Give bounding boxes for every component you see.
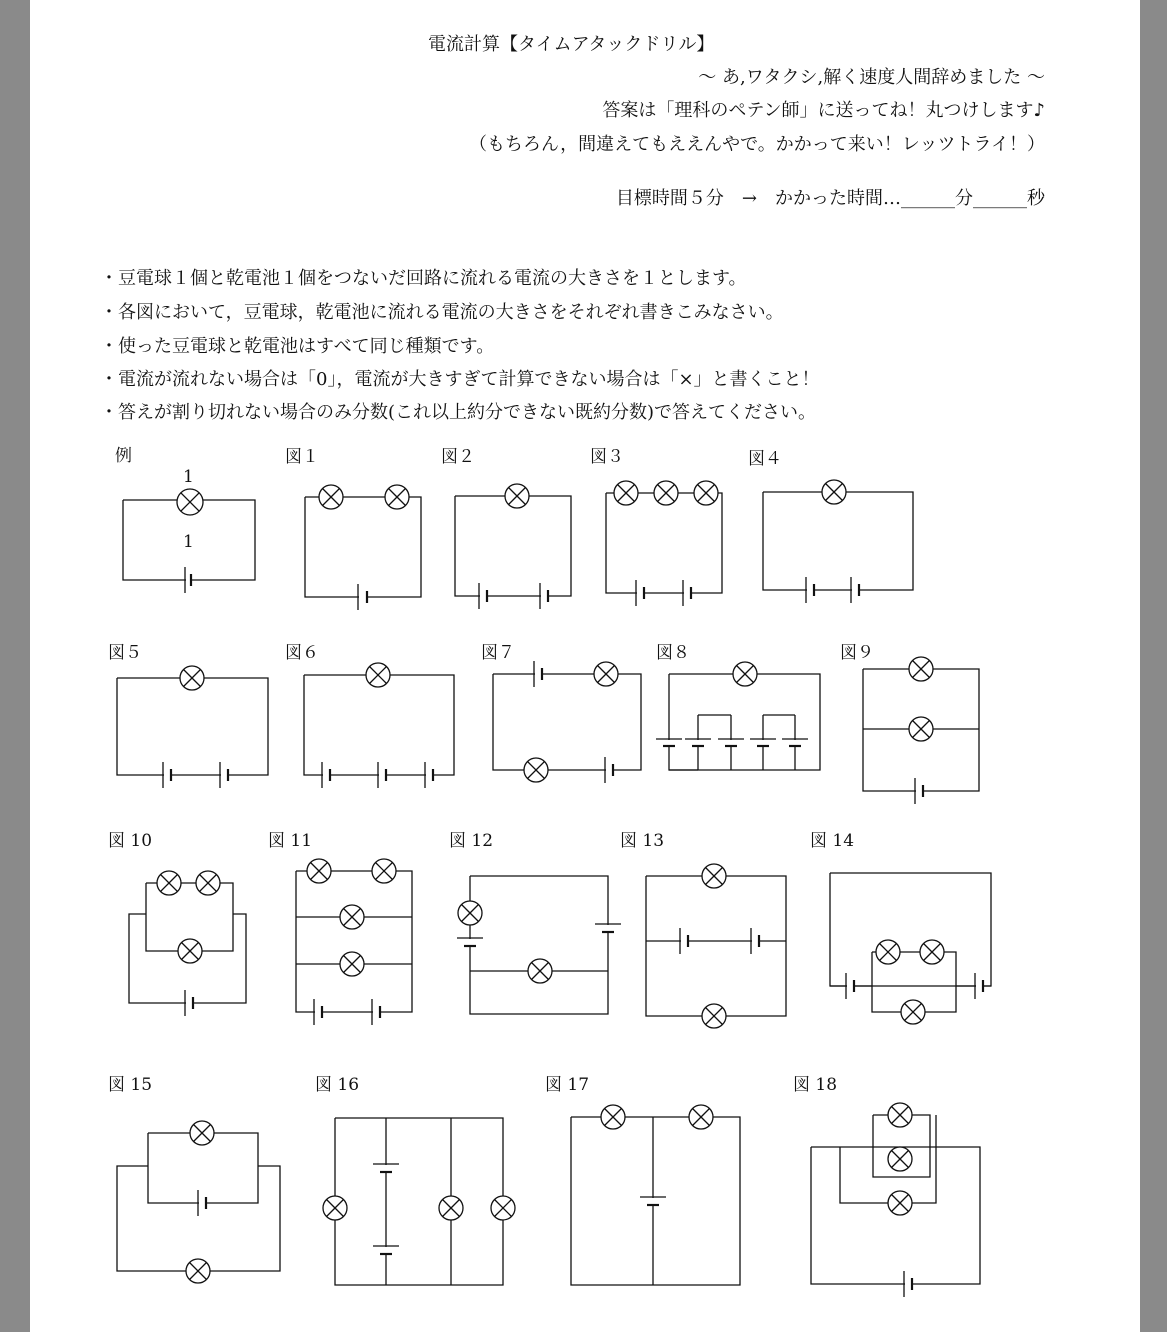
circuit-figure-6 — [304, 663, 454, 788]
bulb-symbol — [702, 864, 726, 888]
bulb-symbol — [888, 1147, 912, 1171]
bulb-symbol — [505, 484, 529, 508]
wire — [117, 678, 268, 775]
battery-symbol — [185, 990, 193, 1016]
wire — [117, 1166, 280, 1271]
bulb-symbol — [491, 1196, 515, 1220]
battery-symbol — [683, 580, 691, 606]
circuit-figure-18 — [811, 1103, 980, 1297]
wire — [493, 674, 641, 770]
circuit-figure-9 — [863, 657, 979, 804]
battery-symbol — [680, 928, 688, 954]
wire — [669, 674, 820, 770]
bulb-symbol — [319, 485, 343, 509]
submission-note: 答案は「理科のペテン師」に送ってね！丸つけします♪ — [602, 100, 1045, 121]
worksheet-page — [30, 0, 1140, 1332]
wire — [470, 876, 608, 1014]
battery-symbol — [975, 973, 983, 999]
figure-label-3: 図３ — [590, 447, 624, 467]
bulb-symbol — [196, 871, 220, 895]
bulb-symbol — [733, 662, 757, 686]
bulb-symbol — [524, 758, 548, 782]
battery-symbol — [314, 999, 322, 1025]
bulb-symbol — [177, 489, 203, 515]
battery-symbol — [750, 739, 776, 746]
battery-symbol — [806, 577, 814, 603]
figure-label-10: 図 10 — [108, 831, 153, 851]
instruction-3: ・使った豆電球と乾電池はすべて同じ種類です。 — [100, 336, 495, 357]
example-battery-current: 1 — [183, 532, 194, 552]
battery-symbol — [636, 580, 644, 606]
circuit-example — [123, 489, 255, 593]
bulb-symbol — [888, 1103, 912, 1127]
target-time-line: 目標時間５分 → かかった時間…______分______秒 — [615, 188, 1045, 209]
battery-symbol — [718, 739, 744, 746]
example-bulb-current: 1 — [183, 467, 194, 487]
figure-label-15: 図 15 — [108, 1075, 153, 1095]
battery-symbol — [640, 1197, 666, 1205]
wire — [606, 493, 722, 593]
wire — [830, 873, 991, 986]
circuit-diagrams — [30, 0, 1140, 1332]
bulb-symbol — [702, 1004, 726, 1028]
battery-symbol — [685, 739, 711, 746]
battery-symbol — [373, 1246, 399, 1254]
bulb-symbol — [822, 480, 846, 504]
figure-label-18: 図 18 — [793, 1075, 838, 1095]
wire — [335, 1118, 503, 1285]
bulb-symbol — [178, 939, 202, 963]
battery-symbol — [163, 762, 171, 788]
figure-label-7: 図７ — [481, 643, 515, 663]
circuit-figure-17 — [571, 1105, 740, 1285]
circuit-figure-3 — [606, 481, 722, 606]
bulb-symbol — [340, 952, 364, 976]
bulb-symbol — [876, 940, 900, 964]
figure-label-8: 図８ — [656, 643, 690, 663]
figure-label-14: 図 14 — [810, 831, 855, 851]
bulb-symbol — [909, 717, 933, 741]
figure-label-example: 例 — [115, 446, 132, 466]
figure-label-4: 図４ — [748, 449, 782, 469]
bulb-symbol — [594, 662, 618, 686]
figure-label-6: 図６ — [285, 643, 319, 663]
battery-symbol — [457, 938, 483, 946]
battery-symbol — [373, 1164, 399, 1172]
bulb-symbol — [372, 859, 396, 883]
battery-symbol — [851, 577, 859, 603]
bulb-symbol — [439, 1196, 463, 1220]
bulb-symbol — [366, 663, 390, 687]
bulb-symbol — [601, 1105, 625, 1129]
battery-symbol — [534, 661, 542, 687]
figure-label-9: 図９ — [840, 643, 874, 663]
bulb-symbol — [340, 905, 364, 929]
circuit-figure-4 — [763, 480, 913, 603]
bulb-symbol — [901, 1000, 925, 1024]
battery-symbol — [751, 928, 759, 954]
battery-symbol — [904, 1271, 912, 1297]
figure-label-11: 図 11 — [268, 831, 313, 851]
bulb-symbol — [888, 1191, 912, 1215]
circuit-figure-10 — [129, 871, 246, 1016]
figure-label-17: 図 17 — [545, 1075, 590, 1095]
encouragement-note: （もちろん，間違えてもええんやで。かかって来い！レッツトライ！） — [469, 134, 1045, 155]
circuit-figure-16 — [323, 1118, 515, 1285]
bulb-symbol — [694, 481, 718, 505]
battery-symbol — [425, 762, 433, 788]
circuit-figure-12 — [457, 876, 621, 1014]
bulb-symbol — [458, 901, 482, 925]
bulb-symbol — [920, 940, 944, 964]
figure-label-5: 図５ — [108, 643, 142, 663]
instruction-2: ・各図において，豆電球，乾電池に流れる電流の大きさをそれぞれ書きこみなさい。 — [100, 302, 784, 323]
battery-symbol — [605, 757, 613, 783]
circuit-figure-5 — [117, 666, 268, 788]
circuit-figure-14 — [830, 873, 991, 1024]
bulb-symbol — [689, 1105, 713, 1129]
battery-symbol — [372, 999, 380, 1025]
figure-label-2: 図２ — [441, 447, 475, 467]
bulb-symbol — [180, 666, 204, 690]
bulb-symbol — [307, 859, 331, 883]
figure-label-13: 図 13 — [620, 831, 665, 851]
bulb-symbol — [323, 1196, 347, 1220]
wire — [455, 496, 571, 596]
battery-symbol — [378, 762, 386, 788]
bulb-symbol — [909, 657, 933, 681]
subtitle: ～ あ,ワタクシ,解く速度人間辞めました ～ — [698, 67, 1045, 88]
wire — [763, 492, 913, 590]
battery-symbol — [358, 584, 367, 610]
battery-symbol — [915, 778, 923, 804]
battery-symbol — [322, 762, 330, 788]
battery-symbol — [846, 973, 854, 999]
figure-label-12: 図 12 — [449, 831, 494, 851]
instruction-5: ・答えが割り切れない場合のみ分数(これ以上約分できない既約分数)で答えてください。 — [100, 402, 817, 423]
figure-label-16: 図 16 — [315, 1075, 360, 1095]
battery-symbol — [220, 762, 228, 788]
battery-symbol — [656, 739, 682, 746]
circuit-figure-1 — [305, 485, 421, 610]
wire — [296, 871, 412, 1012]
bulb-symbol — [190, 1121, 214, 1145]
figure-label-1: 図１ — [285, 447, 319, 467]
instruction-1: ・豆電球１個と乾電池１個をつないだ回路に流れる電流の大きさを１とします。 — [100, 268, 747, 289]
wire — [305, 497, 421, 597]
battery-symbol — [540, 583, 548, 609]
bulb-symbol — [385, 485, 409, 509]
circuit-figure-13 — [646, 864, 786, 1028]
bulb-symbol — [528, 959, 552, 983]
circuit-figure-8 — [656, 662, 820, 770]
wire — [646, 876, 786, 1016]
bulb-symbol — [157, 871, 181, 895]
circuit-figure-2 — [455, 484, 571, 609]
circuit-figure-15 — [117, 1121, 280, 1283]
battery-symbol — [595, 924, 621, 932]
wire — [304, 675, 454, 775]
bulb-symbol — [614, 481, 638, 505]
circuit-figure-11 — [296, 859, 412, 1025]
battery-symbol — [198, 1190, 206, 1216]
circuit-figure-7 — [493, 661, 641, 783]
battery-symbol — [782, 739, 808, 746]
bulb-symbol — [186, 1259, 210, 1283]
battery-symbol — [479, 583, 487, 609]
bulb-symbol — [654, 481, 678, 505]
page-title: 電流計算【タイムアタックドリル】 — [428, 34, 715, 55]
instruction-4: ・電流が流れない場合は「0」，電流が大きすぎて計算できない場合は「×」と書くこと！ — [100, 369, 820, 390]
